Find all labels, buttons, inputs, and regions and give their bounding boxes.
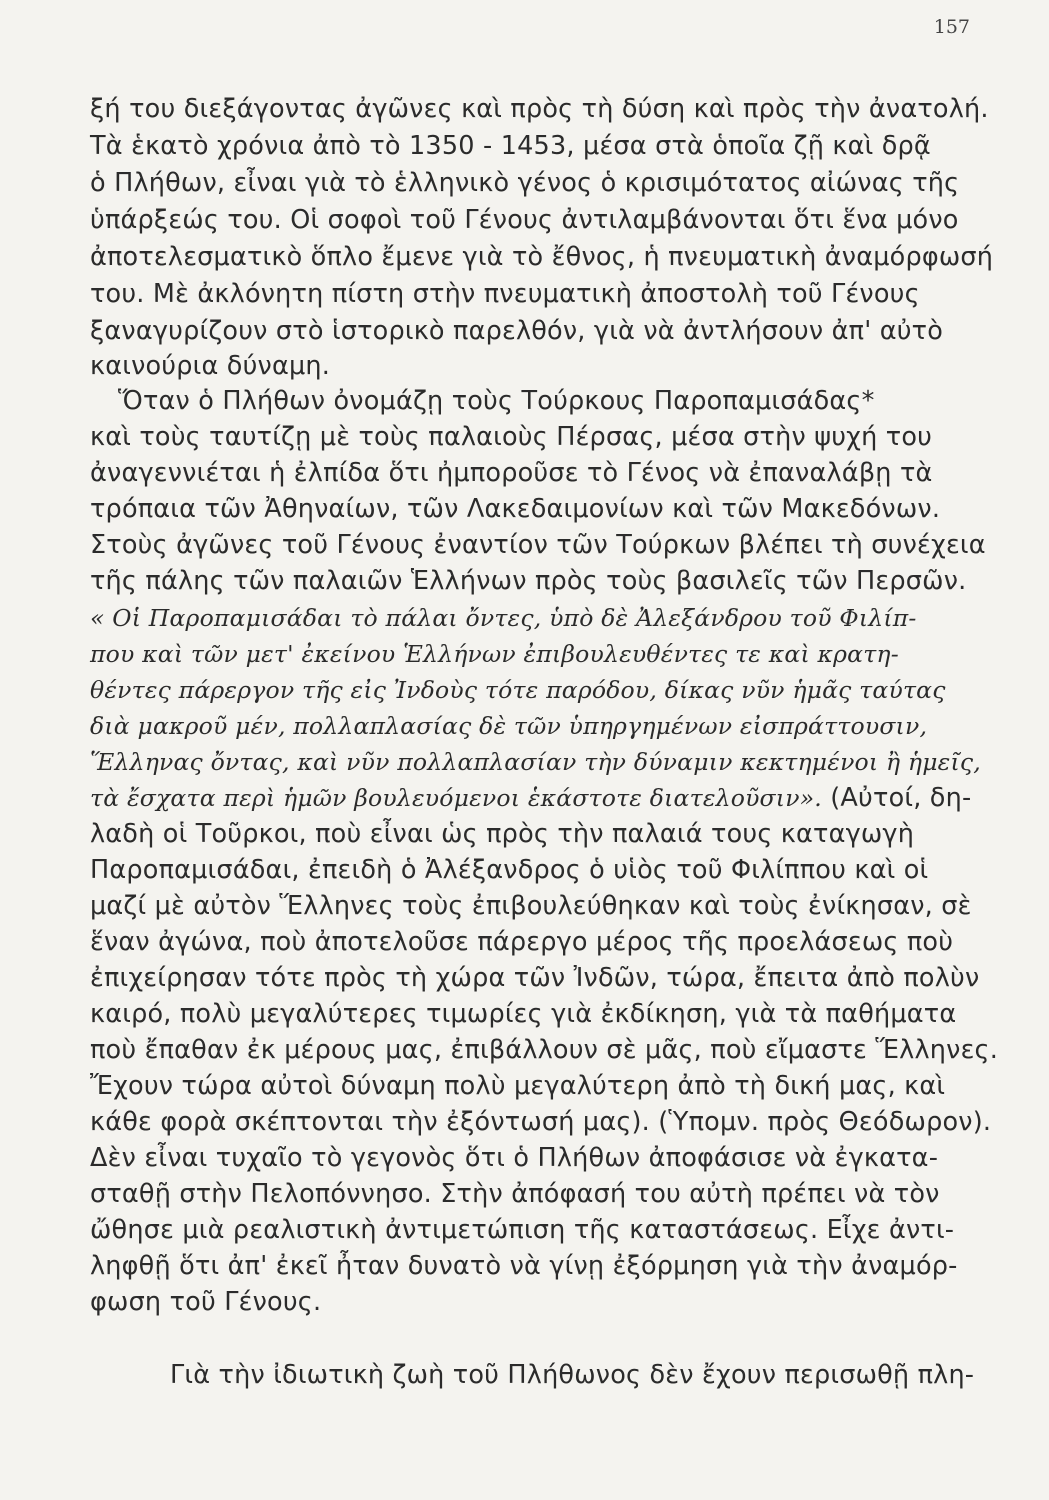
translation-start: (Αὐτοί, δη- — [830, 783, 972, 813]
quote-end: τὰ ἔσχατα περὶ ἡμῶν βουλευόμενοι ἑκάστοτε διατελοῦσιν». — [90, 784, 822, 812]
text-line: Τὰ ἑκατὸ χρόνια ἀπὸ τὸ 1350 - 1453, μέσα στὰ ὁποῖα ζῇ καὶ δρᾷ — [90, 131, 931, 161]
text-line: Παροπαμισάδαι, ἐπειδὴ ὁ Ἀλέξανδρος ὁ υἱὸς τοῦ Φιλίππου καὶ οἱ — [90, 855, 929, 885]
text-line: κάθε φορὰ σκέπτονται τὴν ἐξόντωσή μας). (Ὑπομν. πρὸς Θεόδωρον). — [90, 1107, 992, 1137]
quote-line: διὰ μακροῦ μέν, πολλαπλασίας δὲ τῶν ὑπηργημένων εἰσπράττουσιν, — [90, 712, 928, 740]
text-line: φωση τοῦ Γένους. — [90, 1287, 322, 1317]
text-line: Στοὺς ἀγῶνες τοῦ Γένους ἐναντίον τῶν Τούρκων βλέπει τὴ συνέχεια — [90, 530, 986, 560]
text-line: ποὺ ἔπαθαν ἐκ μέρους μας, ἐπιβάλλουν σὲ μᾶς, ποὺ εἴμαστε Ἕλληνες. — [90, 1035, 999, 1065]
text-line-mixed — [90, 781, 970, 815]
text-line: ξή του διεξάγοντας ἀγῶνες καὶ πρὸς τὴ δύση καὶ πρὸς τὴν ἀνατολή. — [90, 94, 989, 124]
quote-line: θέντες πάρεργον τῆς εἰς Ἰνδοὺς τότε παρόδου, δίκας νῦν ἡμᾶς ταύτας — [90, 676, 946, 704]
text-line: ὑπάρξεώς του. Οἱ σοφοὶ τοῦ Γένους ἀντιλαμβάνονται ὅτι ἕνα μόνο — [90, 205, 959, 235]
text-line: Δὲν εἶναι τυχαῖο τὸ γεγονὸς ὅτι ὁ Πλήθων ἀποφάσισε νὰ ἐγκατα- — [90, 1143, 939, 1173]
text-line: ληφθῇ ὅτι ἀπ' ἐκεῖ ἦταν δυνατὸ νὰ γίνῃ ἐξόρμηση γιὰ τὴν ἀναμόρ- — [90, 1251, 958, 1281]
text-line: Ὅταν ὁ Πλήθων ὀνομάζῃ τοὺς Τούρκους Παροπαμισάδας* — [118, 386, 875, 416]
text-line: μαζί μὲ αὐτὸν Ἕλληνες τοὺς ἐπιβουλεύθηκαν καὶ τοὺς ἐνίκησαν, σὲ — [90, 891, 972, 921]
text-line: καιρό, πολὺ μεγαλύτερες τιμωρίες γιὰ ἐκδίκηση, γιὰ τὰ παθήματα — [90, 999, 957, 1029]
text-line: σταθῇ στὴν Πελοπόννησο. Στὴν ἀπόφασή του αὐτὴ πρέπει νὰ τὸν — [90, 1179, 940, 1209]
text-line: ἐπιχείρησαν τότε πρὸς τὴ χώρα τῶν Ἰνδῶν, τώρα, ἔπειτα ἀπὸ πολὺν — [90, 963, 980, 993]
text-line: ἀναγεννιέται ἡ ἐλπίδα ὅτι ἠμποροῦσε τὸ Γένος νὰ ἐπαναλάβῃ τὰ — [90, 458, 933, 488]
text-line: Ἔχουν τώρα αὐτοὶ δύναμη πολὺ μεγαλύτερη ἀπὸ τὴ δική μας, καὶ — [90, 1071, 946, 1101]
text-line: ἕναν ἀγώνα, ποὺ ἀποτελοῦσε πάρεργο μέρος τῆς προελάσεως ποὺ — [90, 927, 954, 957]
quote-line: « Οἱ Παροπαμισάδαι τὸ πάλαι ὄντες, ὑπὸ δὲ Ἀλεξάνδρου τοῦ Φιλίπ- — [90, 604, 917, 632]
quote-line: που καὶ τῶν μετ' ἐκείνου Ἑλλήνων ἐπιβουλευθέντες τε καὶ κρατη- — [90, 640, 899, 668]
text-line: ἀποτελεσματικὸ ὅπλο ἔμενε γιὰ τὸ ἔθνος, ἡ πνευματικὴ ἀναμόρφωσή — [90, 242, 994, 272]
text-line: ξαναγυρίζουν στὸ ἱστορικὸ παρελθόν, γιὰ νὰ ἀντλήσουν ἀπ' αὐτὸ — [90, 316, 944, 346]
text-line: ὁ Πλήθων, εἶναι γιὰ τὸ ἑλληνικὸ γένος ὁ κρισιμότατος αἰώνας τῆς — [90, 168, 960, 198]
text-line: καὶ τοὺς ταυτίζῃ μὲ τοὺς παλαιοὺς Πέρσας, μέσα στὴν ψυχή του — [90, 422, 933, 452]
text-line: τρόπαια τῶν Ἀθηναίων, τῶν Λακεδαιμονίων καὶ τῶν Μακεδόνων. — [90, 494, 941, 524]
text-line: τῆς πάλης τῶν παλαιῶν Ἑλλήνων πρὸς τοὺς βασιλεῖς τῶν Περσῶν. — [90, 566, 967, 596]
text-line: ὤθησε μιὰ ρεαλιστικὴ ἀντιμετώπιση τῆς καταστάσεως. Εἶχε ἀντι- — [90, 1215, 955, 1245]
text-line: του. Μὲ ἀκλόνητη πίστη στὴν πνευματικὴ ἀποστολὴ τοῦ Γένους — [90, 279, 920, 309]
text-line: καινούρια δύναμη. — [90, 351, 331, 381]
text-line: λαδὴ οἱ Τοῦρκοι, ποὺ εἶναι ὡς πρὸς τὴν παλαιά τους καταγωγὴ — [90, 819, 915, 849]
text-line: Γιὰ τὴν ἰδιωτικὴ ζωὴ τοῦ Πλήθωνος δὲν ἔχουν περισωθῇ πλη- — [170, 1360, 975, 1390]
page-number: 157 — [933, 16, 970, 38]
quote-line: Ἕλληνας ὄντας, καὶ νῦν πολλαπλασίαν τὴν δύναμιν κεκτημένοι ἢ ἡμεῖς, — [90, 748, 981, 776]
